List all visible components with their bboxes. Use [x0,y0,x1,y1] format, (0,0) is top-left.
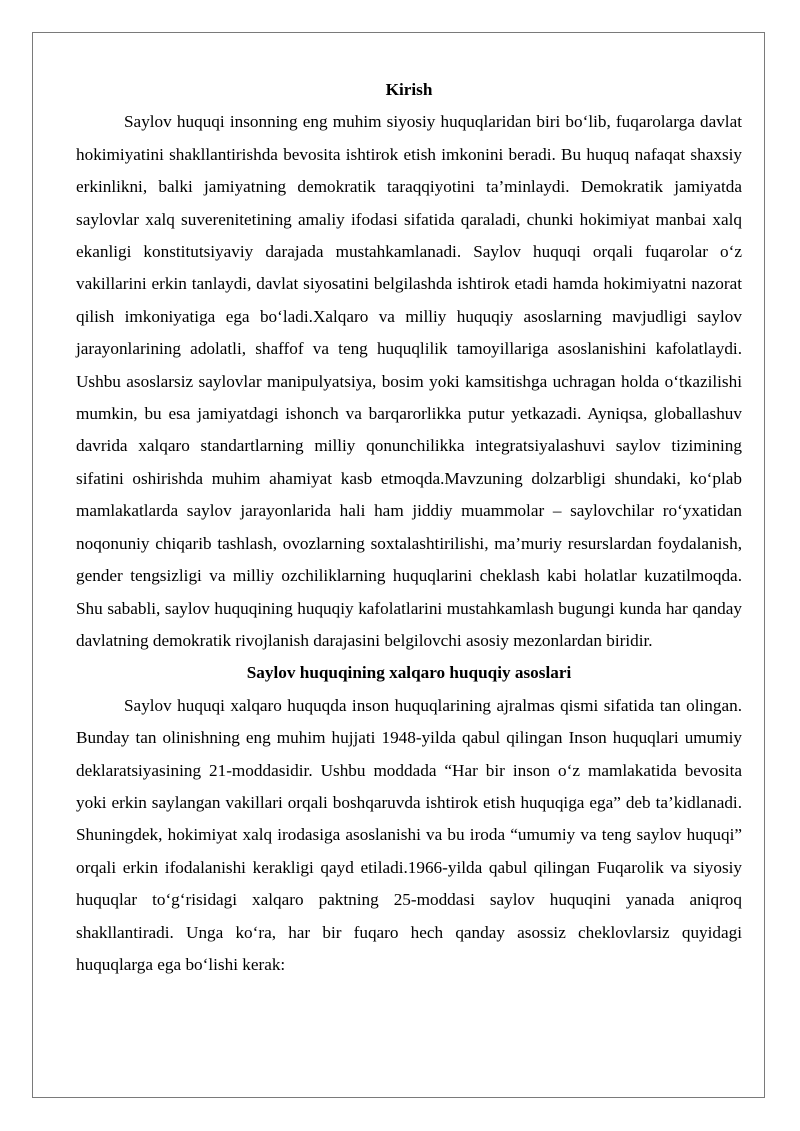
introduction-paragraph: Saylov huquqi insonning eng muhim siyosiy huquqlaridan biri bo‘lib, fuqarolarga davlat hokimiyatini shakllantirishda bevosita ishtirok etish imkonini beradi. Bu huquq nafaqat shaxsiy erkinlikni, balki jamiyatning demokratik taraqqiyotini ta’minlaydi. Demokratik jamiyatda saylovlar xalq suverenitetining amaliy ifodasi sifatida qaraladi, chunki hokimiyat manbai xalq ekanligi konstitutsiyaviy darajada mustahkamlanadi. Saylov huquqi orqali fuqarolar o‘z vakillarini erkin tanlaydi, davlat siyosatini belgilashda ishtirok etadi hamda hokimiyatni nazorat qilish imkoniyatiga ega bo‘ladi.Xalqaro va milliy huquqiy asoslarning mavjudligi saylov jarayonlarining adolatli, shaffof va teng huquqlilik tamoyillariga asoslanishini kafolatlaydi. Ushbu asoslarsiz saylovlar manipulyatsiya, bosim yoki kamsitishga uchragan holda o‘tkazilishi mumkin, bu esa jamiyatdagi ishonch va barqarorlikka putur yetkazadi. Ayniqsa, globallashuv davrida xalqaro standartlarning milliy qonunchilikka integratsiyalashuvi saylov tizimining sifatini oshirishda muhim ahamiyat kasb etmoqda.Mavzuning dolzarbligi shundaki, ko‘plab mamlakatlarda saylov jarayonlarida hali ham jiddiy muammolar – saylovchilar ro‘yxatidan noqonuniy chiqarib tashlash, ovozlarning soxtalashtirilishi, ma’muriy resurslardan foydalanish, gender tengsizligi va milliy ozchiliklarning huquqlarini cheklash kabi holatlar kuzatilmoqda. Shu sababli, saylov huquqining huquqiy kafolatlarini mustahkamlash bugungi kunda har qanday davlatning demokratik rivojlanish darajasini belgilovchi asosiy mezonlardan biridir. [76,112,742,650]
section-heading-international-legal-basis: Saylov huquqining xalqaro huquqiy asoslari [246,663,572,683]
international-legal-basis-paragraph: Saylov huquqi xalqaro huquqda inson huquqlarining ajralmas qismi sifatida tan olingan. Bunday tan olinishning eng muhim hujjati 1948-yilda qabul qilingan Inson huquqlari umumiy deklaratsiyasining 21-moddasidir. Ushbu moddada “Har bir inson o‘z mamlakatida bevosita yoki erkin saylangan vakillari orqali boshqaruvda ishtirok etish huquqiga ega” deb ta’kidlanadi. Shuningdek, hokimiyat xalq irodasiga asoslanishi va bu iroda “umumiy va teng saylov huquqi” orqali erkin ifodalanishi kerakligi qayd etiladi.1966-yilda qabul qilingan Fuqarolik va siyosiy huquqlar to‘g‘risidagi xalqaro paktning 25-moddasi saylov huquqini yanada aniqroq shakllantiradi. Unga ko‘ra, har bir fuqaro hech qanday asossiz cheklovlarsiz quyidagi huquqlarga ega bo‘lishi kerak: [76,695,742,974]
section-heading-introduction: Kirish [385,80,433,99]
document-body [76,74,742,981]
